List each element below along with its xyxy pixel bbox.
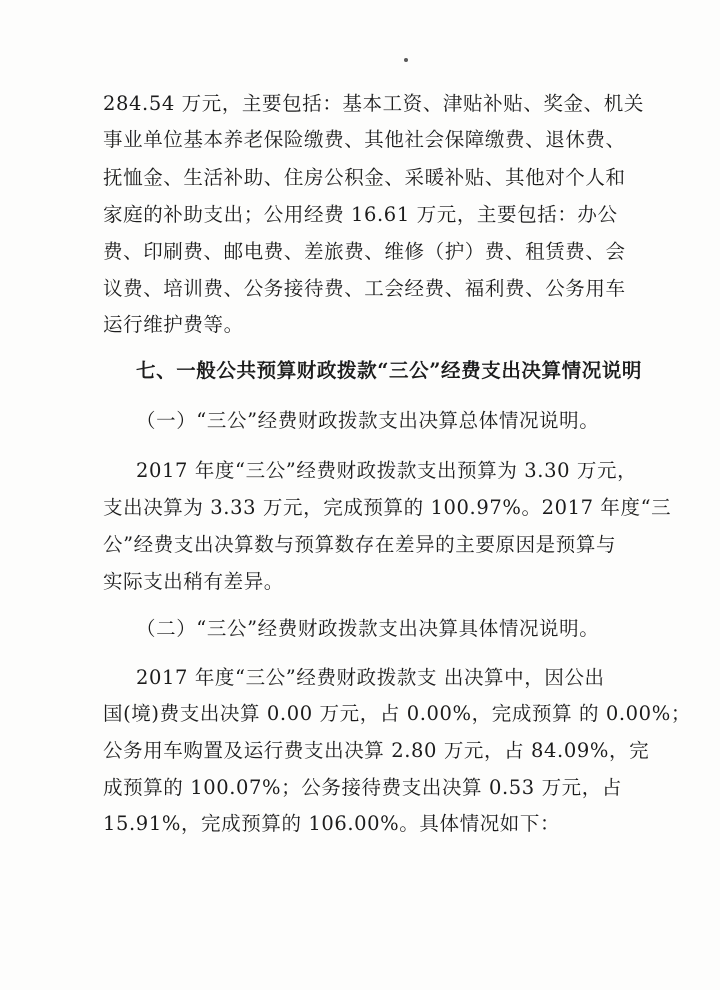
paragraph-3-line: 2017 年度“三公”经费财政拨款支 出决算中，因公出	[136, 666, 605, 689]
subsection-heading: （一）“三公”经费财政拨款支出决算总体情况说明。	[136, 409, 600, 432]
paragraph-1-line: 费、印刷费、邮电费、差旅费、维修（护）费、租赁费、会	[103, 240, 626, 263]
paragraph-1-line: 284.54 万元，主要包括：基本工资、津贴补贴、奖金、机关	[103, 92, 644, 115]
paragraph-2-line: 公”经费支出决算数与预算数存在差异的主要原因是预算与	[103, 533, 617, 556]
subsection-heading: （二）“三公”经费财政拨款支出决算具体情况说明。	[136, 617, 600, 640]
paragraph-3-line: 公务用车购置及运行费支出决算 2.80 万元，占 84.09%，完	[103, 739, 650, 762]
paragraph-1-line: 事业单位基本养老保险缴费、其他社会保障缴费、退休费、	[103, 128, 626, 151]
paragraph-2-line: 实际支出稍有差异。	[103, 570, 284, 593]
section-heading: 七、一般公共预算财政拨款“三公”经费支出决算情况说明	[136, 359, 643, 382]
paragraph-1-line: 家庭的补助支出；公用经费 16.61 万元，主要包括：办公	[103, 203, 618, 226]
scan-mark	[404, 58, 408, 62]
paragraph-3-line: 国(境)费支出决算 0.00 万元，占 0.00%，完成预算 的 0.00%；	[103, 702, 691, 725]
paragraph-3-line: 成预算的 100.07%；公务接待费支出决算 0.53 万元，占	[103, 776, 622, 799]
paragraph-1-line: 运行维护费等。	[103, 313, 244, 336]
paragraph-2-line: 支出决算为 3.33 万元，完成预算的 100.97%。2017 年度“三	[103, 496, 672, 519]
paragraph-1-line: 抚恤金、生活补助、住房公积金、采暖补贴、其他对个人和	[103, 166, 626, 189]
paragraph-3-line: 15.91%，完成预算的 106.00%。具体情况如下：	[103, 812, 561, 835]
paragraph-2-line: 2017 年度“三公”经费财政拨款支出预算为 3.30 万元，	[136, 459, 638, 482]
paragraph-1-line: 议费、培训费、公务接待费、工会经费、福利费、公务用车	[103, 277, 626, 300]
